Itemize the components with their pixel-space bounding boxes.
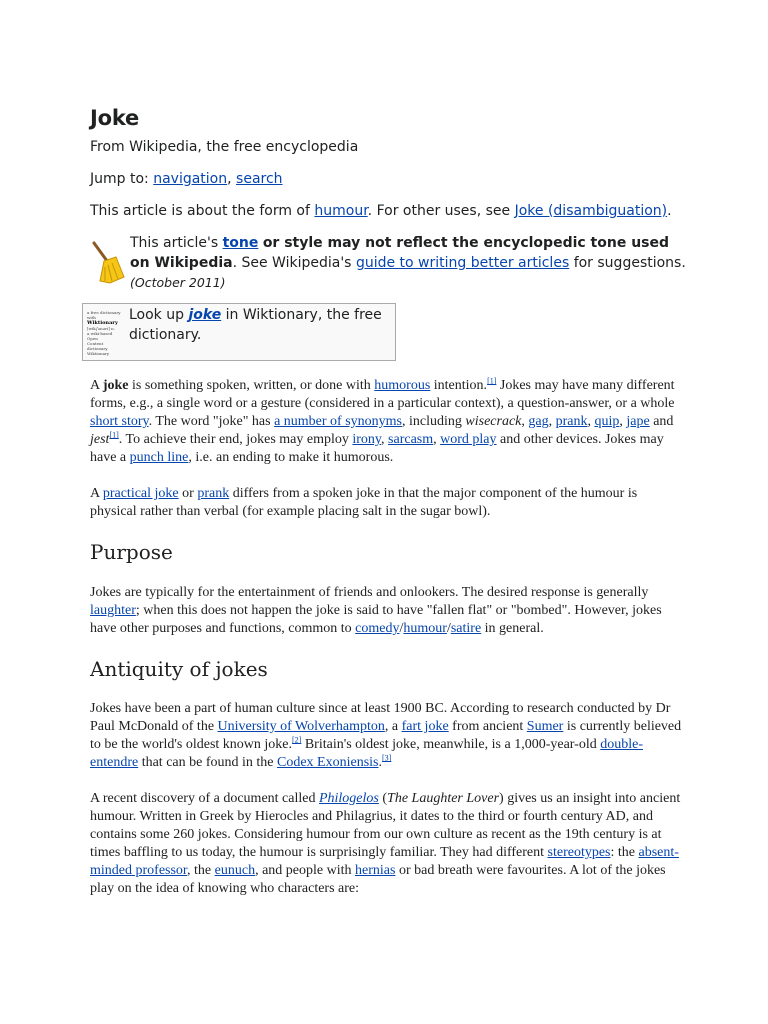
tagline: From Wikipedia, the free encyclopedia (90, 139, 359, 155)
gag-link[interactable]: gag (528, 414, 549, 429)
word-play-link[interactable]: word play (440, 432, 497, 447)
antiquity-heading: Antiquity of jokes (90, 657, 268, 681)
wiktionary-logo-icon: a free dictionary with Wiktionary [wik∫ənəri] n. a wiki-based Open Content dictionary Wiktionary (87, 310, 121, 356)
guide-link[interactable]: guide to writing better articles (355, 255, 570, 271)
comedy-link[interactable]: comedy (355, 621, 400, 636)
irony-link[interactable]: irony (352, 432, 382, 447)
jump-to: Jump to: navigation, search (90, 171, 283, 187)
notice-date: (October 2011) (130, 275, 226, 290)
humorous-link[interactable]: humorous (374, 378, 431, 393)
laughter-link[interactable]: laughter (90, 603, 136, 618)
intro-paragraph: A joke is something spoken, written, or done with humorous intention.[1] Jokes may have many different forms, e.g., a single word or a gesture (considered in a particular context), a question-answer, or a whole short story. The word "joke" has a number of synonyms, including wisecrack, gag, prank, quip, jape and jest[1]. To achieve their end, jokes may employ irony, sarcasm, word play and other devices. Jokes may have a punch line, i.e. an ending to make it humorous. (90, 376, 675, 465)
disambiguation-link[interactable]: Joke (disambiguation) (514, 203, 668, 219)
practical-paragraph: A practical joke or prank differs from a spoken joke in that the major component of the humour is physical rather than verbal (for example placing salt in the sugar bowl). (90, 486, 638, 519)
prank-link-2[interactable]: prank (197, 486, 230, 501)
short-story-link[interactable]: short story (90, 414, 149, 429)
satire-link[interactable]: satire (450, 621, 482, 636)
humour-link-2[interactable]: humour (403, 621, 447, 636)
ref-3[interactable]: [3] (382, 753, 392, 763)
search-link[interactable]: search (236, 171, 283, 187)
purpose-paragraph: Jokes are typically for the entertainment of friends and onlookers. The desired response is generally laughter; when this does not happen the joke is said to have "fallen flat" or "bombed". However, jokes have other purposes and functions, common to comedy/humour/satire in general. (90, 585, 662, 636)
humour-link[interactable]: humour (314, 203, 368, 219)
hernias-link[interactable]: hernias (355, 863, 396, 878)
broom-icon (90, 241, 126, 285)
wiktionary-joke-link[interactable]: joke (188, 307, 222, 323)
double-entendre-link[interactable]: double-entendre (90, 737, 643, 770)
punch-line-link[interactable]: punch line (129, 450, 189, 465)
antiquity-paragraph-1: Jokes have been a part of human culture since at least 1900 BC. According to research conducted by Dr Paul McDonald of the University of Wolverhampton, a fart joke from ancient Sumer is currently believed to be the world's oldest known joke.[2] Britain's oldest joke, meanwhile, is a 1,000-year-old double-entendre that can be found in the Codex Exoniensis.[3] (90, 701, 682, 770)
eunuch-link[interactable]: eunuch (214, 863, 256, 878)
hatnote: This article is about the form of humour. For other uses, see Joke (disambiguation). (90, 203, 672, 219)
practical-joke-link[interactable]: practical joke (102, 486, 179, 501)
ref-1b[interactable]: [1] (109, 430, 119, 440)
jape-link[interactable]: jape (626, 414, 650, 429)
prank-link[interactable]: prank (555, 414, 588, 429)
sarcasm-link[interactable]: sarcasm (388, 432, 434, 447)
page-title: Joke (90, 106, 140, 130)
antiquity-paragraph-2: A recent discovery of a document called Philogelos (The Laughter Lover) gives us an insight into ancient humour. Written in Greek by Hierocles and Philagrius, it dates to the third or fourth century AD, and contains some 260 jokes. Considering humour from our own culture as recent as the 19th century is at times baffling to us today, the humour is surprisingly familiar. They had different stereotypes: the absent-minded professor, the eunuch, and people with hernias or bad breath were favourites. A lot of the jokes play on the idea of knowing who characters are: (90, 791, 681, 896)
notice-text: This article's tone or style may not reflect the encyclopedic tone used on Wikipedia. See Wikipedia's guide to writing better articles for suggestions. (October 2011) (130, 235, 686, 290)
stereotypes-link[interactable]: stereotypes (547, 845, 611, 860)
wiktionary-text: Look up joke in Wiktionary, the free dictionary. (129, 307, 382, 343)
codex-link[interactable]: Codex Exoniensis (277, 755, 379, 770)
sumer-link[interactable]: Sumer (526, 719, 564, 734)
wiktionary-box (82, 303, 396, 361)
fart-joke-link[interactable]: fart joke (401, 719, 449, 734)
philogelos-link[interactable]: Philogelos (318, 791, 379, 806)
ref-2[interactable]: [2] (292, 735, 302, 745)
synonyms-link[interactable]: a number of synonyms (274, 414, 403, 429)
navigation-link[interactable]: navigation (153, 171, 228, 187)
purpose-heading: Purpose (90, 540, 173, 564)
tone-link[interactable]: tone (222, 235, 259, 251)
wolverhampton-link[interactable]: University of Wolverhampton (217, 719, 385, 734)
ref-1[interactable]: [1] (487, 376, 497, 386)
quip-link[interactable]: quip (594, 414, 620, 429)
absent-minded-professor-link[interactable]: absent-minded professor (90, 845, 679, 878)
